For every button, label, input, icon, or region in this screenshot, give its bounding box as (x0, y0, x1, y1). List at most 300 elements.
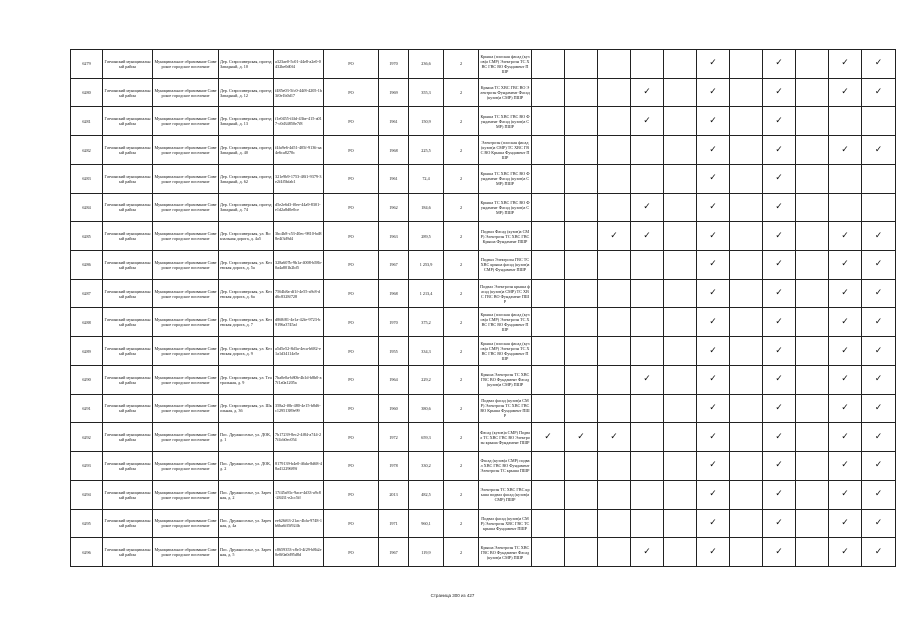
row-number: 6286 (71, 251, 103, 280)
row-number: 6284 (71, 193, 103, 222)
row-number: 6285 (71, 222, 103, 251)
work-column-cell (697, 107, 730, 136)
type-cell: РО (324, 107, 379, 136)
work-column-cell (763, 394, 796, 423)
work-column-cell (796, 279, 829, 308)
table-row (71, 193, 896, 222)
work-column-cell (796, 50, 829, 79)
works-list-cell: Электроэн (плоская фасад (кузов)а СМР) ТС ХВС ГВС ВО Крыша Фундамент ПШР (479, 136, 532, 165)
work-column-cell (730, 509, 763, 538)
work-column-cell (862, 452, 896, 481)
work-column-cell (532, 136, 565, 165)
work-column-cell (829, 279, 862, 308)
address-cell: Дер. Старосиверская, проезд Западный, д. 12 (219, 78, 274, 107)
work-column-cell (829, 50, 862, 79)
work-column-cell (565, 136, 598, 165)
checkmark-icon: ✓ (841, 144, 849, 155)
checkmark-icon: ✓ (709, 489, 717, 500)
work-column-cell (796, 538, 829, 567)
work-column-cell (763, 78, 796, 107)
checkmark-icon: ✓ (841, 345, 849, 356)
table-row (71, 365, 896, 394)
floors-cell: 2 (444, 394, 479, 423)
work-column-cell (664, 279, 697, 308)
checkmark-icon: ✓ (775, 288, 783, 299)
checkmark-icon: ✓ (709, 58, 717, 69)
work-column-cell (763, 452, 796, 481)
work-column-cell (631, 480, 664, 509)
checkmark-icon: ✓ (841, 288, 849, 299)
checkmark-icon: ✓ (643, 230, 651, 241)
year-cell: 1961 (379, 164, 409, 193)
year-cell: 1971 (379, 509, 409, 538)
table-row (71, 107, 896, 136)
work-column-cell (862, 308, 896, 337)
area-cell: 1 253,9 (409, 251, 444, 280)
work-column-cell (598, 394, 631, 423)
checkmark-icon: ✓ (874, 402, 883, 413)
checkmark-icon: ✓ (709, 517, 717, 528)
checkmark-icon: ✓ (709, 288, 717, 299)
row-number: 6292 (71, 423, 103, 452)
work-column-cell (862, 136, 896, 165)
work-column-cell (565, 107, 598, 136)
work-column-cell (565, 365, 598, 394)
checkmark-icon: ✓ (775, 460, 783, 471)
cadastral-id-cell: f485e03-5fc0-44f8-4205-1b3f0e1b0d17 (274, 78, 324, 107)
municipality-cell: Муниципальное образование Сиверское городское поселение (153, 423, 219, 452)
work-column-cell (697, 509, 730, 538)
work-column-cell (730, 50, 763, 79)
work-column-cell (796, 365, 829, 394)
works-list-cell: Крыша (плоская фасад (кузов)а СМР) Электроэн ТС ХВС ГВС ВО Фундамент ПШР (479, 50, 532, 79)
works-list-cell: Подвал фасад (кузов)а СМР) Электроэн ХВС ГВС ТС крыша Фундамент ПШР (479, 509, 532, 538)
checkmark-icon: ✓ (775, 374, 783, 385)
area-cell: 229,2 (409, 365, 444, 394)
work-column-cell (862, 193, 896, 222)
work-column-cell (697, 164, 730, 193)
work-column-cell (763, 136, 796, 165)
row-number: 6293 (71, 452, 103, 481)
work-column-cell (862, 394, 896, 423)
work-column-cell (664, 538, 697, 567)
work-column-cell (730, 337, 763, 366)
floors-cell: 2 (444, 50, 479, 79)
work-column-cell (697, 337, 730, 366)
works-table (70, 49, 896, 567)
checkmark-icon: ✓ (841, 374, 849, 385)
cadastral-id-cell: 328a607b-9b1a-4008-b58b-0a4a801b2bf5 (274, 251, 324, 280)
checkmark-icon: ✓ (709, 173, 717, 184)
work-column-cell (598, 452, 631, 481)
work-column-cell (532, 193, 565, 222)
works-list-cell: Крыша ТС ХВС ГВС ВО Фундамент Фасад (кузов)а СМР) ПШР (479, 107, 532, 136)
address-cell: Пос. Дружноселье, ул. Заречная, д. 4а (219, 509, 274, 538)
work-column-cell (730, 251, 763, 280)
work-column-cell (697, 480, 730, 509)
type-cell: РО (324, 394, 379, 423)
work-column-cell (565, 452, 598, 481)
address-cell: Дер. Старосиверская, ул. Кезевская дорога, д. 7 (219, 308, 274, 337)
work-column-cell (862, 107, 896, 136)
municipality-cell: Муниципальное образование Сиверское городское поселение (153, 538, 219, 567)
checkmark-icon: ✓ (709, 431, 717, 442)
checkmark-icon: ✓ (874, 259, 883, 270)
work-column-cell (697, 423, 730, 452)
year-cell: 1961 (379, 107, 409, 136)
cadastral-id-cell: 358a2-f0b-480-4e15-b8d6-c12951389e99 (274, 394, 324, 423)
year-cell: 1955 (379, 337, 409, 366)
district-cell: Гатчинский муниципальный район (103, 452, 153, 481)
year-cell: 1963 (379, 222, 409, 251)
work-column-cell (598, 251, 631, 280)
work-column-cell (664, 509, 697, 538)
work-column-cell (664, 365, 697, 394)
municipality-cell: Муниципальное образование Сиверское городское поселение (153, 136, 219, 165)
floors-cell: 2 (444, 452, 479, 481)
checkmark-icon: ✓ (775, 402, 783, 413)
table-row (71, 279, 896, 308)
work-column-cell (598, 538, 631, 567)
row-number: 6281 (71, 107, 103, 136)
work-column-cell (532, 509, 565, 538)
checkmark-icon: ✓ (775, 144, 783, 155)
works-list-cell: Крыша (плоская фасад (кузов)а СМР) Электроэн ТС ХВС ГВС ВО Фундамент ПШР (479, 337, 532, 366)
work-column-cell (697, 308, 730, 337)
work-column-cell (664, 50, 697, 79)
floors-cell: 2 (444, 308, 479, 337)
year-cell: 1960 (379, 394, 409, 423)
works-list-cell: Крыша ТС ХВС ГВС ВО Фундамент Фасад (кузов)а СМР) ПШР (479, 164, 532, 193)
checkmark-icon: ✓ (709, 345, 717, 356)
work-column-cell (862, 480, 896, 509)
checkmark-icon: ✓ (775, 259, 783, 270)
district-cell: Гатчинский муниципальный район (103, 538, 153, 567)
checkmark-icon: ✓ (841, 546, 849, 557)
checkmark-icon: ✓ (775, 345, 783, 356)
work-column-cell (829, 193, 862, 222)
checkmark-icon: ✓ (841, 431, 849, 442)
checkmark-icon: ✓ (775, 58, 783, 69)
work-column-cell (862, 538, 896, 567)
works-list-cell: Крыша Электроэн ТС ХВС ГВС ВО Фундамент Фасад (кузов)а СМР) ПШР (479, 538, 532, 567)
cadastral-id-cell: 321e9b9-1753-48f1-9379-3e2f4f5bfab1 (274, 164, 324, 193)
year-cell: 1972 (379, 423, 409, 452)
municipality-cell: Муниципальное образование Сиверское городское поселение (153, 164, 219, 193)
area-cell: 150,9 (409, 107, 444, 136)
work-column-cell (532, 107, 565, 136)
work-column-cell (763, 538, 796, 567)
work-column-cell (565, 308, 598, 337)
works-list-cell: Подвал Электроэн ГВС ТС ХВС крыша фасад (кузов)а СМР) Фундамент ПШР (479, 251, 532, 280)
work-column-cell (631, 308, 664, 337)
work-column-cell (829, 308, 862, 337)
municipality-cell: Муниципальное образование Сиверское городское поселение (153, 251, 219, 280)
checkmark-icon: ✓ (643, 115, 651, 126)
work-column-cell (631, 279, 664, 308)
checkmark-icon: ✓ (874, 316, 883, 327)
year-cell: 1968 (379, 136, 409, 165)
work-column-cell (829, 452, 862, 481)
works-list-cell: Электроэн ТС ХВС ГВС крыша подвал фасад (кузов)а СМР) ПШР (479, 480, 532, 509)
work-column-cell (730, 107, 763, 136)
work-column-cell (697, 538, 730, 567)
work-column-cell (565, 78, 598, 107)
type-cell: РО (324, 423, 379, 452)
checkmark-icon: ✓ (874, 546, 883, 557)
work-column-cell (796, 452, 829, 481)
checkmark-icon: ✓ (610, 431, 618, 442)
district-cell: Гатчинский муниципальный район (103, 423, 153, 452)
work-column-cell (796, 509, 829, 538)
work-column-cell (730, 193, 763, 222)
work-column-cell (532, 452, 565, 481)
checkmark-icon: ✓ (841, 316, 849, 327)
work-column-cell (796, 337, 829, 366)
work-column-cell (862, 251, 896, 280)
floors-cell: 2 (444, 480, 479, 509)
work-column-cell (565, 337, 598, 366)
works-list-cell: Крыша ТС ХВС ГВС ВО Фундамент Фасад (кузов)а СМР) ПШР (479, 193, 532, 222)
work-column-cell (598, 308, 631, 337)
work-column-cell (532, 337, 565, 366)
row-number: 6291 (71, 394, 103, 423)
row-number: 6282 (71, 136, 103, 165)
cadastral-id-cell: d5e2e6d3-f0ee-44a9-8301-e1d2a8d0e0ce (274, 193, 324, 222)
area-cell: 355,3 (409, 78, 444, 107)
work-column-cell (598, 107, 631, 136)
work-column-cell (697, 365, 730, 394)
area-cell: 330,2 (409, 452, 444, 481)
work-column-cell (697, 193, 730, 222)
checkmark-icon: ✓ (775, 546, 783, 557)
checkmark-icon: ✓ (643, 87, 651, 98)
table-row (71, 251, 896, 280)
work-column-cell (730, 365, 763, 394)
address-cell: Дер. Старосиверская, проезд Западный, д. 74 (219, 193, 274, 222)
work-column-cell (697, 78, 730, 107)
year-cell: 1962 (379, 193, 409, 222)
work-column-cell (829, 423, 862, 452)
row-number: 6290 (71, 365, 103, 394)
floors-cell: 2 (444, 365, 479, 394)
checkmark-icon: ✓ (709, 201, 717, 212)
checkmark-icon: ✓ (874, 460, 883, 471)
checkmark-icon: ✓ (709, 402, 717, 413)
district-cell: Гатчинский муниципальный район (103, 50, 153, 79)
work-column-cell (763, 279, 796, 308)
type-cell: РО (324, 279, 379, 308)
type-cell: РО (324, 337, 379, 366)
work-column-cell (664, 222, 697, 251)
checkmark-icon: ✓ (643, 546, 651, 557)
address-cell: Пос. Дружноселье, ул. ДОК, д. 1 (219, 423, 274, 452)
work-column-cell (565, 193, 598, 222)
work-column-cell (697, 136, 730, 165)
page-number: Страница 300 из 427 (430, 593, 475, 598)
district-cell: Гатчинский муниципальный район (103, 193, 153, 222)
works-list-cell: Крыша ТС ХВС ГВС ВО Электроэн Фундамент Фасад (кузов)а СМР) ПШР (479, 78, 532, 107)
work-column-cell (532, 423, 565, 452)
work-column-cell (829, 78, 862, 107)
work-column-cell (631, 538, 664, 567)
work-column-cell (565, 50, 598, 79)
work-column-cell (730, 423, 763, 452)
table-row (71, 50, 896, 79)
work-column-cell (763, 50, 796, 79)
checkmark-icon: ✓ (874, 345, 883, 356)
floors-cell: 2 (444, 107, 479, 136)
work-column-cell (532, 50, 565, 79)
checkmark-icon: ✓ (610, 230, 618, 241)
works-list-cell: Подвал Электроэн крыша фасад (кузов)а СМР) ТС ХВС ГВС ВО Фундамент ПШР (479, 279, 532, 308)
work-column-cell (565, 222, 598, 251)
floors-cell: 2 (444, 279, 479, 308)
checkmark-icon: ✓ (874, 58, 883, 69)
area-cell: 1 213,4 (409, 279, 444, 308)
checkmark-icon: ✓ (643, 374, 651, 385)
district-cell: Гатчинский муниципальный район (103, 78, 153, 107)
municipality-cell: Муниципальное образование Сиверское городское поселение (153, 107, 219, 136)
work-column-cell (829, 107, 862, 136)
area-cell: 289,5 (409, 222, 444, 251)
type-cell: РО (324, 164, 379, 193)
work-column-cell (763, 107, 796, 136)
type-cell: РО (324, 308, 379, 337)
work-column-cell (532, 365, 565, 394)
work-column-cell (730, 308, 763, 337)
floors-cell: 2 (444, 136, 479, 165)
row-number: 6294 (71, 480, 103, 509)
checkmark-icon: ✓ (775, 517, 783, 528)
work-column-cell (730, 222, 763, 251)
table-row (71, 509, 896, 538)
checkmark-icon: ✓ (775, 115, 783, 126)
work-column-cell (862, 365, 896, 394)
work-column-cell (664, 337, 697, 366)
municipality-cell: Муниципальное образование Сиверское городское поселение (153, 365, 219, 394)
type-cell: РО (324, 193, 379, 222)
work-column-cell (631, 107, 664, 136)
work-column-cell (565, 538, 598, 567)
address-cell: Дер. Старосиверская, проезд Западный, д. 13 (219, 107, 274, 136)
district-cell: Гатчинский муниципальный район (103, 308, 153, 337)
district-cell: Гатчинский муниципальный район (103, 480, 153, 509)
work-column-cell (664, 136, 697, 165)
area-cell: 184,6 (409, 193, 444, 222)
municipality-cell: Муниципальное образование Сиверское городское поселение (153, 394, 219, 423)
checkmark-icon: ✓ (874, 288, 883, 299)
works-list-cell: Фасад (кузов)а СМР) Подвал ТС ХВС ГВС ВО Электроэн крыша Фундамент ПШР (479, 423, 532, 452)
type-cell: РО (324, 538, 379, 567)
checkmark-icon: ✓ (643, 201, 651, 212)
work-column-cell (829, 509, 862, 538)
work-column-cell (598, 164, 631, 193)
municipality-cell: Муниципальное образование Сиверское городское поселение (153, 193, 219, 222)
work-column-cell (862, 509, 896, 538)
work-column-cell (697, 279, 730, 308)
checkmark-icon: ✓ (874, 489, 883, 500)
work-column-cell (697, 394, 730, 423)
work-column-cell (697, 251, 730, 280)
work-column-cell (829, 538, 862, 567)
area-cell: 960,1 (409, 509, 444, 538)
work-column-cell (565, 251, 598, 280)
work-column-cell (598, 365, 631, 394)
type-cell: РО (324, 50, 379, 79)
work-column-cell (598, 222, 631, 251)
work-column-cell (565, 164, 598, 193)
work-column-cell (565, 423, 598, 452)
checkmark-icon: ✓ (775, 489, 783, 500)
checkmark-icon: ✓ (775, 316, 783, 327)
work-column-cell (598, 423, 631, 452)
area-cell: 119,9 (409, 538, 444, 567)
year-cell: 1978 (379, 452, 409, 481)
work-column-cell (532, 538, 565, 567)
work-column-cell (763, 509, 796, 538)
work-column-cell (796, 78, 829, 107)
work-column-cell (532, 78, 565, 107)
work-column-cell (796, 107, 829, 136)
checkmark-icon: ✓ (709, 230, 717, 241)
work-column-cell (598, 509, 631, 538)
table-row (71, 538, 896, 567)
work-column-cell (862, 222, 896, 251)
table-row (71, 164, 896, 193)
cadastral-id-cell: 3bc4b8-c53-40ec-9810-bd88e4f3d9d4 (274, 222, 324, 251)
area-cell: 236,6 (409, 50, 444, 79)
work-column-cell (565, 394, 598, 423)
checkmark-icon: ✓ (709, 115, 717, 126)
floors-cell: 2 (444, 423, 479, 452)
work-column-cell (631, 136, 664, 165)
work-column-cell (631, 78, 664, 107)
work-column-cell (631, 337, 664, 366)
checkmark-icon: ✓ (775, 431, 783, 442)
cadastral-id-cell: d868f81-4e1a-42fe-9723-b9196a3745af (274, 308, 324, 337)
work-column-cell (796, 308, 829, 337)
work-column-cell (763, 193, 796, 222)
work-column-cell (532, 394, 565, 423)
work-column-cell (631, 251, 664, 280)
cadastral-id-cell: f1e0455-f4fd-43be-415-a017-c0d34850e7f8 (274, 107, 324, 136)
work-column-cell (829, 164, 862, 193)
work-column-cell (862, 164, 896, 193)
work-column-cell (532, 279, 565, 308)
checkmark-icon: ✓ (874, 144, 883, 155)
area-cell: 659,3 (409, 423, 444, 452)
row-number: 6296 (71, 538, 103, 567)
checkmark-icon: ✓ (841, 87, 849, 98)
row-number: 6288 (71, 308, 103, 337)
work-column-cell (664, 251, 697, 280)
address-cell: Дер. Старосиверская, ул. Школьная, д. 36 (219, 394, 274, 423)
checkmark-icon: ✓ (841, 259, 849, 270)
floors-cell: 2 (444, 193, 479, 222)
cadastral-id-cell: ee626f63-21ac-4bfa-9748-1b6ba6ff5f924b (274, 509, 324, 538)
work-column-cell (664, 164, 697, 193)
checkmark-icon: ✓ (775, 87, 783, 98)
work-column-cell (862, 423, 896, 452)
checkmark-icon: ✓ (874, 431, 883, 442)
floors-cell: 2 (444, 164, 479, 193)
floors-cell: 2 (444, 222, 479, 251)
municipality-cell: Муниципальное образование Сиверское городское поселение (153, 337, 219, 366)
work-column-cell (796, 136, 829, 165)
work-column-cell (565, 509, 598, 538)
work-column-cell (532, 480, 565, 509)
